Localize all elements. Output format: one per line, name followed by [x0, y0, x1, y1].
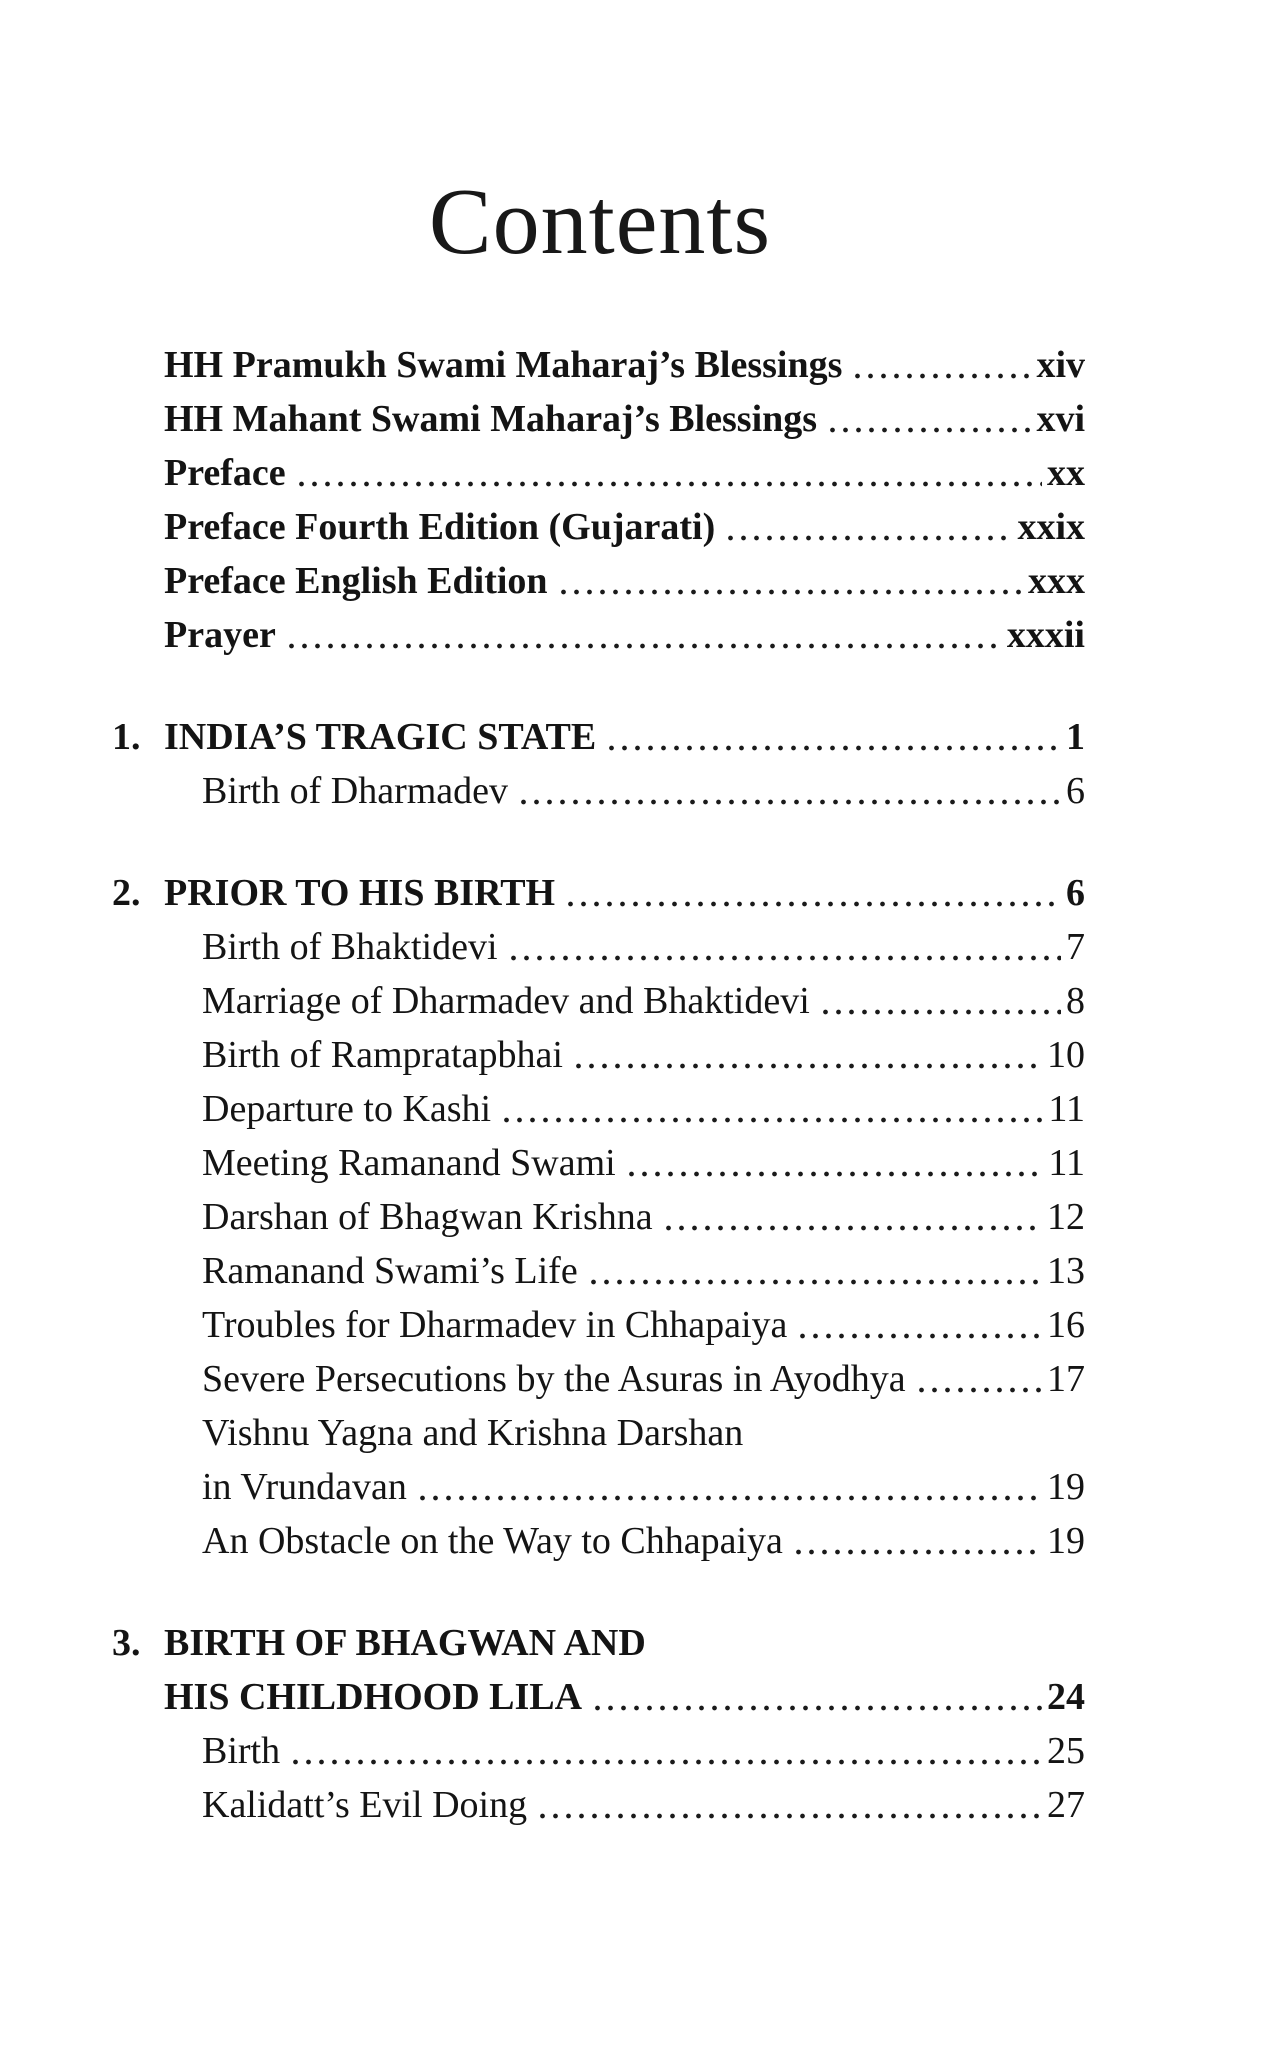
page-number: 12 [1047, 1196, 1085, 1238]
toc-sub-entry [112, 1028, 1085, 1082]
dot-leader [851, 338, 1031, 392]
page-number: xvi [1036, 398, 1085, 440]
entry-label: PRIOR TO HIS BIRTH [164, 872, 556, 914]
entry-label: Birth of Rampratapbhai [202, 1034, 563, 1076]
dot-leader [517, 764, 1061, 818]
entry-label: Troubles for Dharmadev in Chhapaiya [202, 1304, 788, 1346]
page-number: 25 [1047, 1730, 1085, 1772]
page-number: 11 [1048, 1142, 1085, 1184]
entry-label: Preface [164, 452, 286, 494]
entry-label: Preface English Edition [164, 560, 548, 602]
page-number: 13 [1047, 1250, 1085, 1292]
dot-leader [826, 392, 1031, 446]
dot-leader [724, 500, 1012, 554]
toc-sub-entry [112, 1352, 1085, 1406]
entry-label: Preface Fourth Edition (Gujarati) [164, 506, 716, 548]
entry-label: Kalidatt’s Evil Doing [202, 1784, 528, 1826]
entry-label: Marriage of Dharmadev and Bhaktidevi [202, 980, 810, 1022]
dot-leader [500, 1082, 1043, 1136]
page-number: 19 [1047, 1466, 1085, 1508]
page-number: 8 [1066, 980, 1085, 1022]
toc-front-entry [112, 446, 1085, 500]
page-number: 19 [1047, 1520, 1085, 1562]
page-number: xxix [1017, 506, 1085, 548]
page-number: xx [1047, 452, 1085, 494]
dot-leader [557, 554, 1023, 608]
dot-leader [587, 1244, 1042, 1298]
toc-sub-entry [112, 1778, 1085, 1832]
dot-leader [796, 1298, 1042, 1352]
page-title: Contents [428, 170, 772, 274]
toc-sub-entry [112, 974, 1085, 1028]
toc-sub-entry [112, 1406, 1085, 1460]
dot-leader [819, 974, 1061, 1028]
dot-leader [564, 866, 1061, 920]
toc-chapter-entry-continued [112, 1670, 1085, 1724]
toc-sub-entry [112, 1724, 1085, 1778]
page-number: 17 [1047, 1358, 1085, 1400]
toc-front-entry [112, 608, 1085, 662]
entry-label: Ramanand Swami’s Life [202, 1250, 578, 1292]
entry-label: Departure to Kashi [202, 1088, 492, 1130]
entry-label: Prayer [164, 614, 276, 656]
dot-leader [605, 710, 1061, 764]
toc-chapter-entry [112, 1616, 1085, 1670]
dot-leader [662, 1190, 1042, 1244]
leader-spacer [646, 1616, 1085, 1670]
dot-leader [285, 608, 1002, 662]
entry-label: BIRTH OF BHAGWAN AND [164, 1622, 646, 1664]
toc-sub-entry [112, 920, 1085, 974]
leader-spacer [743, 1406, 1085, 1460]
entry-label: INDIA’S TRAGIC STATE [164, 716, 597, 758]
toc-front-entry [112, 554, 1085, 608]
toc-front-entry [112, 338, 1085, 392]
dot-leader [507, 920, 1061, 974]
toc-sub-entry [112, 1136, 1085, 1190]
page-number: 11 [1048, 1088, 1085, 1130]
table-of-contents [112, 338, 1085, 1832]
page-number: xxx [1028, 560, 1085, 602]
toc-sub-entry [112, 1298, 1085, 1352]
toc-sub-entry [112, 1244, 1085, 1298]
chapter-number: 2. [112, 872, 141, 914]
toc-sub-entry [112, 1460, 1085, 1514]
page-number: xiv [1036, 344, 1085, 386]
entry-label: An Obstacle on the Way to Chhapaiya [202, 1520, 783, 1562]
page-number: 7 [1066, 926, 1085, 968]
entry-label: HH Pramukh Swami Maharaj’s Blessings [164, 344, 843, 386]
entry-label: Birth of Bhaktidevi [202, 926, 498, 968]
entry-label: Birth of Dharmadev [202, 770, 509, 812]
page-number: xxxii [1006, 614, 1085, 656]
entry-label: HIS CHILDHOOD LILA [164, 1676, 583, 1718]
page-number: 16 [1047, 1304, 1085, 1346]
entry-label: Darshan of Bhagwan Krishna [202, 1196, 653, 1238]
dot-leader [591, 1670, 1042, 1724]
entry-label: HH Mahant Swami Maharaj’s Blessings [164, 398, 818, 440]
chapter-number: 3. [112, 1622, 141, 1664]
page-number: 10 [1047, 1034, 1085, 1076]
toc-sub-entry [112, 764, 1085, 818]
entry-label: Severe Persecutions by the Asuras in Ayodhya [202, 1358, 906, 1400]
dot-leader [289, 1724, 1042, 1778]
dot-leader [295, 446, 1042, 500]
entry-label: Vishnu Yagna and Krishna Darshan [202, 1412, 744, 1454]
dot-leader [572, 1028, 1042, 1082]
page-number: 24 [1047, 1676, 1085, 1718]
dot-leader [536, 1778, 1042, 1832]
toc-chapter-entry [112, 866, 1085, 920]
page-number: 6 [1066, 872, 1085, 914]
toc-front-entry [112, 500, 1085, 554]
chapter-number: 1. [112, 716, 141, 758]
entry-label: Meeting Ramanand Swami [202, 1142, 616, 1184]
toc-sub-entry [112, 1190, 1085, 1244]
page-number: 27 [1047, 1784, 1085, 1826]
toc-front-entry [112, 392, 1085, 446]
dot-leader [416, 1460, 1042, 1514]
entry-label: in Vrundavan [202, 1466, 407, 1508]
dot-leader [792, 1514, 1042, 1568]
toc-sub-entry [112, 1514, 1085, 1568]
toc-sub-entry [112, 1082, 1085, 1136]
page-number: 6 [1066, 770, 1085, 812]
page-number: 1 [1066, 716, 1085, 758]
entry-label: Birth [202, 1730, 281, 1772]
dot-leader [625, 1136, 1044, 1190]
dot-leader [915, 1352, 1042, 1406]
toc-chapter-entry [112, 710, 1085, 764]
